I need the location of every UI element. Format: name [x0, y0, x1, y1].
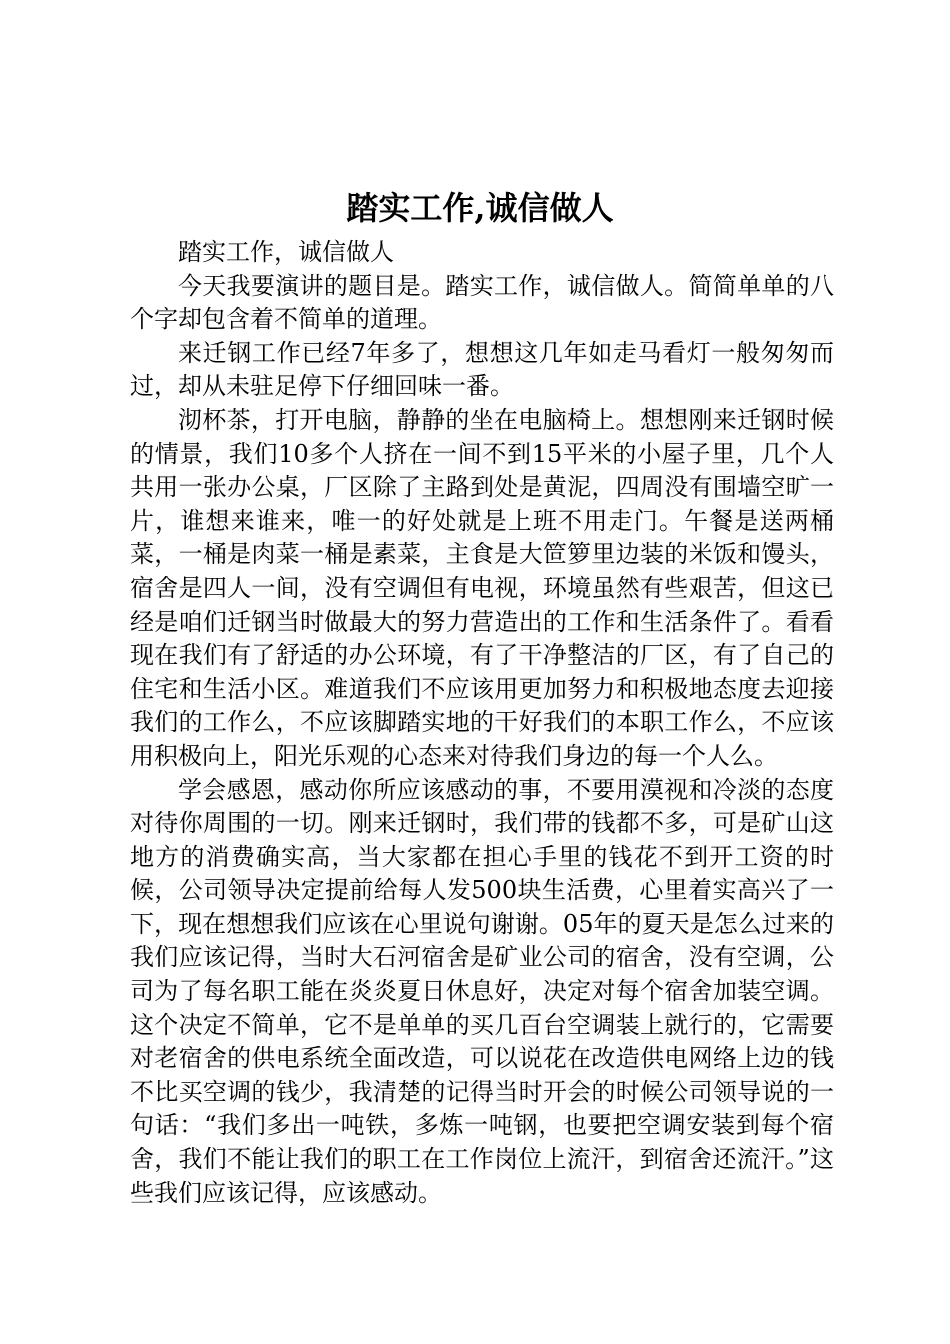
paragraph-memories: 沏杯茶，打开电脑，静静的坐在电脑椅上。想想刚来迁钢时候的情景，我们10多个人挤在一间不到15平米的小屋子里，几个人共用一张办公桌，厂区除了主路到处是黄泥，四周没有围墙空旷一片，谁想来谁来，唯一的好处就是上班不用走门。午餐是送两桶菜，一桶是肉菜一桶是素菜，主食是大笸箩里边装的米饭和馒头，宿舍是四人一间，没有空调但有电视，环境虽然有些艰苦，但这已经是咱们迁钢当时做最大的努力营造出的工作和生活条件了。看看现在我们有了舒适的办公环境，有了干净整洁的厂区，有了自己的住宅和生活小区。难道我们不应该用更加努力和积极地态度去迎接我们的工作么，不应该脚踏实地的干好我们的本职工作么，不应该用积极向上，阳光乐观的心态来对待我们身边的每一个人么。: [130, 405, 834, 770]
paragraph-intro: 今天我要演讲的题目是。踏实工作，诚信做人。简简单单的八个字却包含着不简单的道理。: [130, 271, 834, 334]
document-body: [130, 236, 834, 1210]
paragraph-years: 来迁钢工作已经7年多了，想想这几年如走马看灯一般匆匆而过，却从未驻足停下仔细回味一番。: [130, 338, 834, 401]
paragraph-subtitle: 踏实工作，诚信做人: [178, 238, 394, 266]
paragraph-gratitude: 学会感恩，感动你所应该感动的事，不要用漠视和冷淡的态度对待你周围的一切。刚来迁钢时，我们带的钱都不多，可是矿山这地方的消费确实高，当大家都在担心手里的钱花不到开工资的时候，公司领导决定提前给每人发500块生活费，心里着实高兴了一下，现在想想我们应该在心里说句谢谢。05年的夏天是怎么过来的我们应该记得，当时大石河宿舍是矿业公司的宿舍，没有空调，公司为了每名职工能在炎炎夏日休息好，决定对每个宿舍加装空调。这个决定不简单，它不是单单的买几百台空调装上就行的，它需要对老宿舍的供电系统全面改造，可以说花在改造供电网络上边的钱不比买空调的钱少，我清楚的记得当时开会的时候公司领导说的一句话：“我们多出一吨铁，多炼一吨钢，也要把空调安装到每个宿舍，我们不能让我们的职工在工作岗位上流汗，到宿舍还流汗。”这些我们应该记得，应该感动。: [130, 775, 834, 1207]
document-title: 踏实工作,诚信做人: [346, 189, 614, 227]
